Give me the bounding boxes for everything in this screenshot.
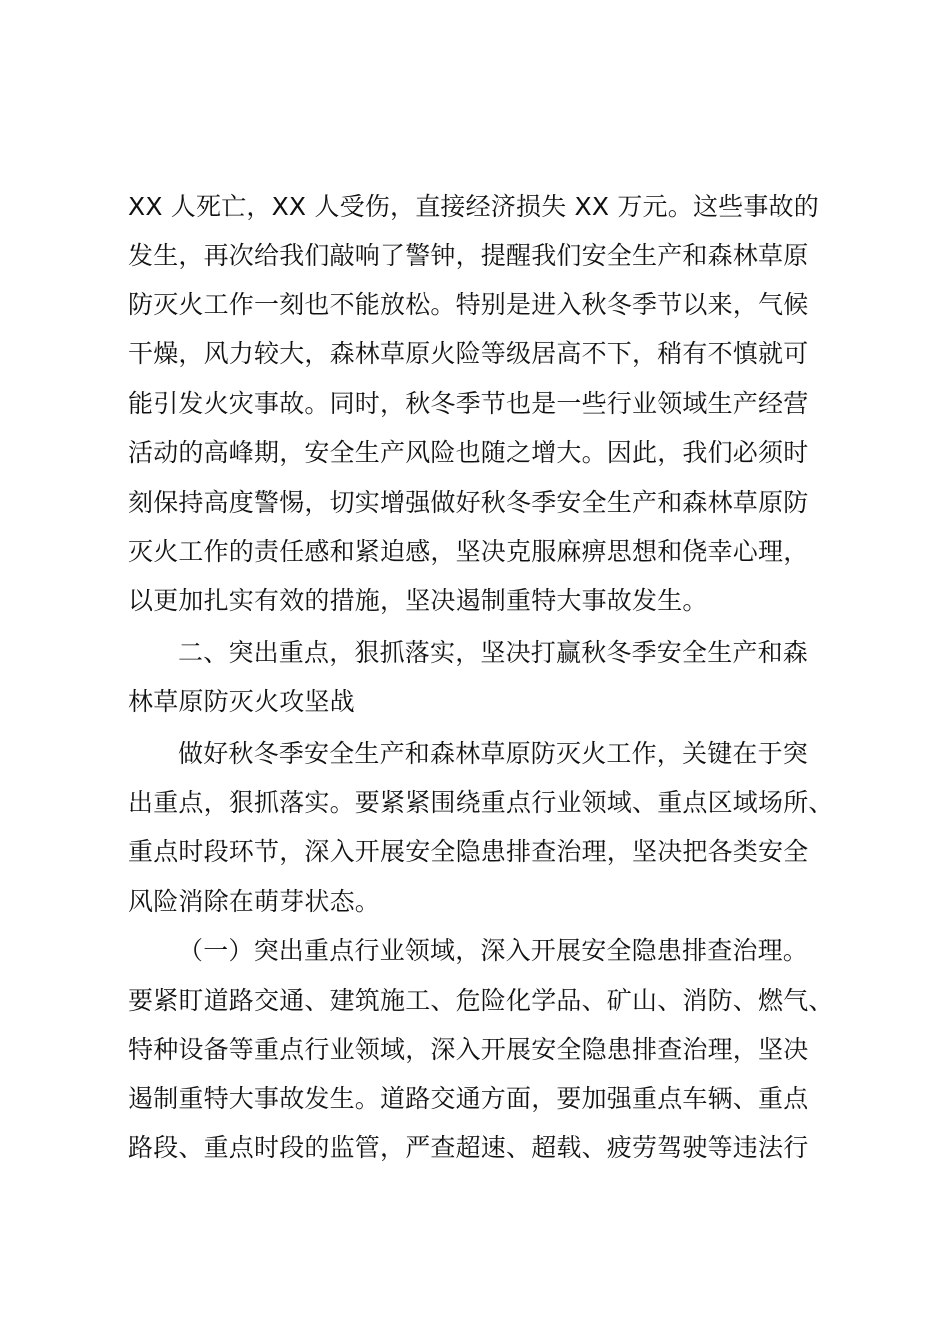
body-text-line: 出重点，狠抓落实。要紧紧围绕重点行业领域、重点区域场所、 <box>128 788 834 817</box>
body-text-line: 以更加扎实有效的措施，坚决遏制重特大事故发生。 <box>128 586 708 615</box>
body-text-line: 干燥，风力较大，森林草原火险等级居高不下，稍有不慎就可 <box>128 339 809 368</box>
body-text-line: 重点时段环节，深入开展安全隐患排查治理，坚决把各类安全 <box>128 837 809 866</box>
body-text-line: 特种设备等重点行业领域，深入开展安全隐患排查治理，坚决 <box>128 1035 809 1064</box>
body-text-line: 做好秋冬季安全生产和森林草原防灭火工作，关键在于突 <box>178 739 809 768</box>
subsection-heading: （一）突出重点行业领域，深入开展安全隐患排查治理。 <box>178 936 809 965</box>
body-text-line: 能引发火灾事故。同时，秋冬季节也是一些行业领域生产经营 <box>128 389 809 418</box>
body-text-line: 灭火工作的责任感和紧迫感，坚决克服麻痹思想和侥幸心理， <box>128 537 809 566</box>
section-heading: 二、突出重点，狠抓落实，坚决打赢秋冬季安全生产和森 <box>178 638 809 667</box>
body-text-line: 遏制重特大事故发生。道路交通方面，要加强重点车辆、重点 <box>128 1084 809 1113</box>
body-text-line: 发生，再次给我们敲响了警钟，提醒我们安全生产和森林草原 <box>128 241 809 270</box>
body-text-line: XX 人死亡，XX 人受伤，直接经济损失 XX 万元。这些事故的 <box>128 192 819 221</box>
section-heading-continued: 林草原防灭火攻坚战 <box>128 687 355 716</box>
body-text-line: 要紧盯道路交通、建筑施工、危险化学品、矿山、消防、燃气、 <box>128 986 834 1015</box>
body-text-line: 刻保持高度警惕，切实增强做好秋冬季安全生产和森林草原防 <box>128 488 809 517</box>
body-text-line: 路段、重点时段的监管，严查超速、超载、疲劳驾驶等违法行 <box>128 1133 809 1162</box>
body-text-line: 防灭火工作一刻也不能放松。特别是进入秋冬季节以来，气候 <box>128 290 809 319</box>
body-text-line: 风险消除在萌芽状态。 <box>128 887 381 916</box>
body-text-line: 活动的高峰期，安全生产风险也随之增大。因此，我们必须时 <box>128 438 809 467</box>
